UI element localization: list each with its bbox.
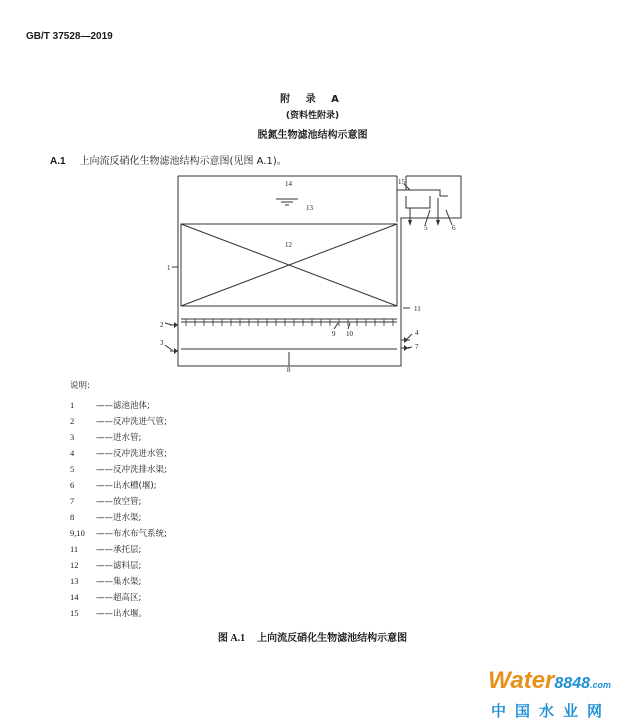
legend-item [70,557,167,573]
label-3: 3 [160,339,164,347]
label-14: 14 [285,180,292,188]
appendix-type: (资料性附录) [285,111,340,121]
legend-item [70,397,167,413]
label-11: 11 [414,305,421,313]
label-12: 12 [285,241,292,249]
legend-text: ——反冲洗进水管; [96,449,167,459]
label-10: 10 [346,330,353,338]
legend-text: ——进水渠; [96,513,142,523]
legend-text: ——反冲洗进气管; [96,417,167,427]
legend-num: 11 [70,544,79,554]
legend-num: 3 [70,432,75,442]
legend-item [70,525,167,541]
appendix-title: 附 录 A [280,94,345,105]
backwash-drain-channel [406,196,430,208]
figure-number: 图 A.1 [217,633,246,644]
clause-text: 上向流反硝化生物滤池结构示意图(见图 A.1)。 [79,156,287,167]
label-1: 1 [167,264,171,272]
label-6: 6 [452,224,456,232]
legend-item [70,541,167,557]
legend-text: ——滤料层; [96,561,142,571]
watermark-suffix: .com [589,680,611,690]
figure-caption [0,629,625,644]
label-13: 13 [306,204,313,212]
legend-text: ——布水布气系统; [96,529,167,539]
watermark-chinese: 中国水业网 [490,702,611,720]
label-2: 2 [160,321,164,329]
legend-num: 14 [70,592,79,602]
label-9: 9 [332,330,336,338]
label-7: 7 [415,343,419,351]
legend-text: ——承托层; [96,545,142,555]
appendix-subject: 脱氮生物滤池结构示意图 [257,130,368,141]
legend-text: ——滤池池体; [96,401,150,411]
watermark-logo[interactable] [461,668,611,721]
legend-item [70,605,167,621]
legend-text: ——出水槽(堰); [96,481,157,491]
legend-num: 12 [70,560,79,570]
legend-num: 4 [70,448,75,458]
legend-item [70,493,167,509]
legend-text: ——集水渠; [96,577,142,587]
legend-num: 8 [70,512,75,522]
legend-num: 13 [70,576,79,586]
label-5: 5 [424,224,428,232]
label-8: 8 [287,366,291,374]
legend-item [70,589,167,605]
legend-num: 1 [70,400,75,410]
legend-item [70,573,167,589]
legend-item [70,477,167,493]
tank-wall [178,176,461,366]
legend-num: 5 [70,464,75,474]
legend-item [70,413,167,429]
legend-text: ——放空管; [96,497,142,507]
legend-num: 6 [70,480,75,490]
legend-text: ——进水管; [96,433,142,443]
legend-text: ——出水堰。 [96,609,148,619]
legend-num: 9,10 [70,528,85,538]
clause-number: A.1 [50,156,66,167]
watermark-brand [461,668,611,698]
watermark-word: Water [488,667,555,694]
outlet-weir [397,190,448,196]
legend-item [70,461,167,477]
legend-num: 15 [70,608,79,618]
legend-item [70,429,167,445]
standard-number: GB/T 37528—2019 [26,31,113,42]
legend-text: ——超高区; [96,593,142,603]
legend-item [70,445,167,461]
legend-list [70,397,167,621]
legend-title: 说明: [70,381,90,391]
watermark-digits: 8848 [554,675,590,692]
label-15: 15 [398,178,405,186]
legend-num: 7 [70,496,75,506]
legend-text: ——反冲洗排水渠; [96,465,167,475]
figure-title: 上向流反硝化生物滤池结构示意图 [257,633,408,644]
legend-num: 2 [70,416,75,426]
legend-item [70,509,167,525]
label-4: 4 [415,329,419,337]
